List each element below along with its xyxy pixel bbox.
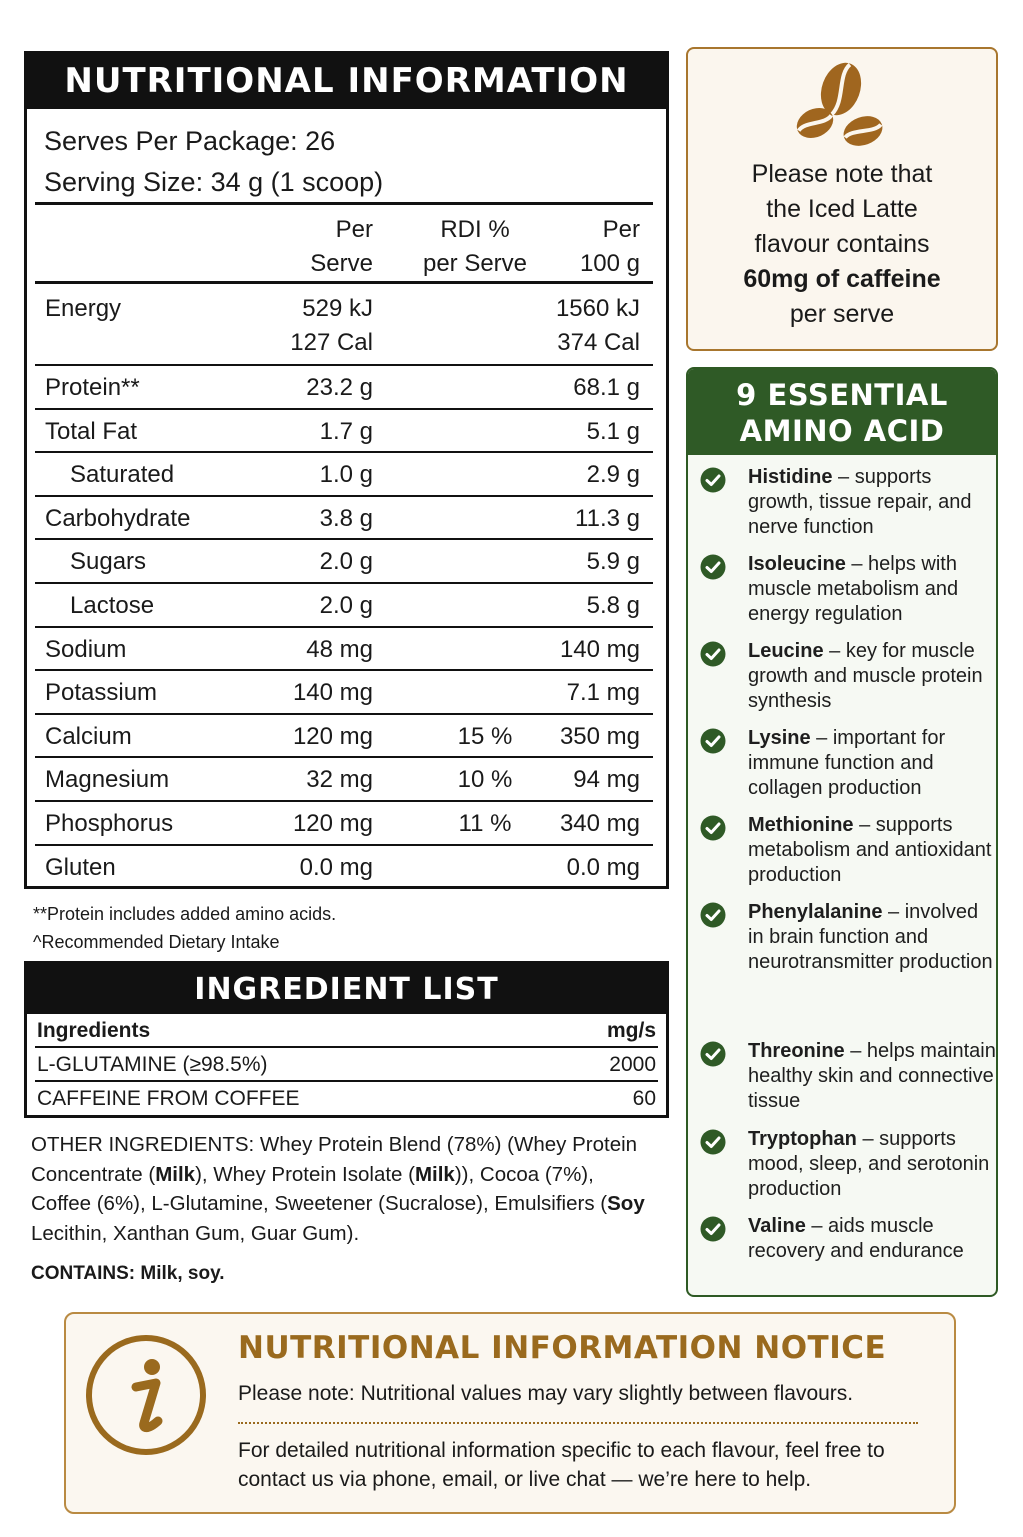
- ingredient-amount: 60: [632, 1087, 656, 1110]
- nutrient-name: Potassium: [45, 679, 158, 707]
- per-100g-value: 94 mg: [573, 766, 640, 794]
- nutrient-name: Phosphorus: [45, 809, 174, 837]
- ingredient-header-amount: mg/s: [606, 1019, 656, 1042]
- per-serve-value: 23.2 g: [306, 374, 373, 401]
- amino-acid-text: [748, 1127, 998, 1202]
- table-row: [35, 497, 653, 541]
- per-100g-value: 2.9 g: [586, 461, 640, 489]
- nutrient-name: Saturated: [70, 461, 175, 489]
- nutrient-name: Gluten: [45, 853, 116, 881]
- ingredient-amount: 2000: [609, 1053, 656, 1076]
- energy-label: Energy: [45, 295, 122, 322]
- amino-acid-name: Tryptophan: [748, 1128, 857, 1150]
- check-circle-icon: [700, 728, 726, 754]
- caffeine-note-text: Please note that the Iced Latte flavour contains 60mg of caffeine per serve: [743, 160, 941, 328]
- notice-line-2: For detailed nutritional information specific to each flavour, feel free to contact us via phone, email, or live chat — we’re here to help.: [238, 1439, 885, 1491]
- per-serve-value: 120 mg: [292, 809, 373, 837]
- allergen-contains: CONTAINS: Milk, soy.: [31, 1263, 225, 1284]
- amino-acid-panel: [686, 367, 998, 1297]
- amino-acid-text: [748, 552, 998, 627]
- amino-acid-text: [748, 813, 998, 888]
- per-100g-value: 350 mg: [559, 722, 640, 750]
- amino-acid-desc: – supports growth, tissue repair, and nerve function: [748, 466, 972, 538]
- amino-acid-desc: – helps maintain healthy skin and connective tissue: [748, 1040, 996, 1112]
- amino-acid-text: [748, 900, 998, 975]
- amino-acid-name: Leucine: [748, 640, 824, 662]
- amino-acid-desc: – key for muscle growth and muscle protein synthesis: [748, 640, 983, 712]
- header-per-100g: Per 100 g: [579, 216, 640, 277]
- ingredient-list-title: INGREDIENT LIST: [27, 964, 666, 1014]
- table-row: [35, 715, 653, 759]
- amino-acid-name: Histidine: [748, 466, 833, 488]
- amino-acid-text: [748, 465, 998, 540]
- table-row: [35, 628, 653, 672]
- caffeine-note: [686, 47, 998, 351]
- table-row: [35, 584, 653, 628]
- nutrient-name: Calcium: [45, 722, 132, 750]
- per-serve-value: 1.7 g: [319, 417, 373, 445]
- nutrition-panel: [24, 51, 669, 889]
- per-100g-value: 0.0 mg: [566, 853, 640, 881]
- check-circle-icon: [700, 467, 726, 493]
- check-circle-icon: [700, 902, 726, 928]
- per-serve-value: 2.0 g: [319, 591, 373, 619]
- nutrient-name: Sugars: [70, 548, 147, 576]
- per-serve-value: 48 mg: [306, 635, 373, 663]
- nutrient-name: Magnesium: [45, 766, 170, 794]
- table-row: [35, 802, 653, 846]
- per-100g-value: 11.3 g: [575, 504, 640, 532]
- amino-acid-name: Methionine: [748, 814, 854, 836]
- other-ingredients: OTHER INGREDIENTS: Whey Protein Blend (78%) (Whey Protein Concentrate (Milk), Whey Protein Isolate (Milk)), Cocoa (7%), Coffee (6%), L-Glutamine, Sweetener (Sucralose), Emulsifiers (Soy Lecithin, Xanthan Gum, Guar Gum).: [31, 1133, 645, 1245]
- per-serve-value: 1.0 g: [319, 461, 373, 489]
- amino-acid-desc: – supports mood, sleep, and serotonin production: [748, 1128, 990, 1200]
- notice-line-1: Please note: Nutritional values may vary slightly between flavours.: [238, 1382, 854, 1405]
- nutrient-name: Sodium: [45, 635, 127, 663]
- nutrition-title: NUTRITIONAL INFORMATION: [27, 54, 666, 109]
- per-serve-value: 2.0 g: [319, 548, 373, 576]
- amino-acid-desc: – important for immune function and collagen production: [748, 727, 946, 799]
- caffeine-amount: 60mg of caffeine: [743, 265, 941, 293]
- rdi-value: 11 %: [458, 809, 512, 837]
- energy-per-serve: 529 kJ 127 Cal: [290, 295, 373, 356]
- ingredient-row: [35, 1082, 658, 1116]
- table-row: [35, 453, 653, 497]
- info-icon: [84, 1333, 208, 1457]
- per-100g-value: 68.1 g: [573, 374, 640, 401]
- per-100g-value: 5.8 g: [586, 591, 640, 619]
- per-100g-value: 340 mg: [559, 809, 640, 837]
- amino-acid-text: [748, 639, 998, 714]
- check-circle-icon: [700, 641, 726, 667]
- check-circle-icon: [700, 1129, 726, 1155]
- amino-acid-desc: – aids muscle recovery and endurance: [748, 1215, 964, 1262]
- per-serve-value: 120 mg: [292, 722, 373, 750]
- amino-acid-title: 9 ESSENTIAL AMINO ACID: [688, 369, 996, 455]
- table-row: [35, 846, 653, 890]
- ingredient-list-panel: [24, 961, 669, 1118]
- table-row-energy: [35, 284, 653, 366]
- amino-acid-desc: – helps with muscle metabolism and energy regulation: [748, 553, 959, 625]
- header-rdi: RDI % per Serve: [422, 216, 528, 277]
- ingredient-name: CAFFEINE FROM COFFEE: [37, 1087, 300, 1110]
- amino-acid-desc: – involved in brain function and neurotransmitter production: [748, 901, 993, 973]
- check-circle-icon: [700, 1041, 726, 1067]
- amino-acid-name: Phenylalanine: [748, 901, 883, 923]
- table-row: [35, 758, 653, 802]
- nutrient-name: Protein**: [45, 374, 140, 401]
- table-header: [35, 202, 653, 284]
- serving-size: Serving Size: 34 g (1 scoop): [44, 167, 384, 197]
- footnote-rdi: ^Recommended Dietary Intake: [33, 932, 280, 952]
- rdi-value: 10 %: [457, 766, 513, 794]
- ingredient-header-row: [35, 1014, 658, 1048]
- amino-acid-text: [748, 726, 998, 801]
- per-serve-value: 0.0 mg: [299, 853, 373, 881]
- check-circle-icon: [700, 554, 726, 580]
- ingredient-row: [35, 1048, 658, 1082]
- per-serve-value: 3.8 g: [319, 504, 373, 532]
- footnotes: [33, 900, 336, 956]
- nutrient-name: Total Fat: [45, 417, 138, 445]
- nutrient-name: Lactose: [70, 591, 155, 619]
- amino-acid-name: Lysine: [748, 727, 811, 749]
- per-100g-value: 7.1 mg: [566, 679, 640, 707]
- per-100g-value: 5.9 g: [586, 548, 640, 576]
- footnote-protein: **Protein includes added amino acids.: [33, 904, 337, 924]
- notice-divider: [238, 1422, 918, 1424]
- ingredient-name: L-GLUTAMINE (≥98.5%): [37, 1053, 268, 1076]
- amino-acid-name: Threonine: [748, 1040, 845, 1062]
- notice-title: NUTRITIONAL INFORMATION NOTICE: [238, 1330, 887, 1366]
- nutrition-table: [35, 202, 653, 889]
- nutrient-name: Carbohydrate: [45, 504, 191, 532]
- table-row: [35, 366, 653, 410]
- ingredient-header-name: Ingredients: [37, 1019, 151, 1042]
- table-row: [35, 671, 653, 715]
- check-circle-icon: [700, 1216, 726, 1242]
- nutrition-notice: [64, 1312, 956, 1514]
- rdi-value: 15 %: [457, 722, 513, 750]
- check-circle-icon: [700, 815, 726, 841]
- serving-info: [27, 109, 666, 203]
- amino-acid-name: Isoleucine: [748, 553, 846, 575]
- amino-acid-text: [748, 1039, 998, 1114]
- coffee-beans-icon: [793, 59, 893, 153]
- amino-acid-desc: – supports metabolism and antioxidant production: [748, 814, 992, 886]
- table-row: [35, 410, 653, 454]
- table-row: [35, 540, 653, 584]
- serves-per-package: Serves Per Package: 26: [44, 126, 336, 156]
- per-100g-value: 5.1 g: [586, 417, 640, 445]
- per-100g-value: 140 mg: [559, 635, 640, 663]
- energy-per-100g: 1560 kJ 374 Cal: [555, 295, 640, 356]
- amino-acid-text: [748, 1214, 998, 1264]
- per-serve-value: 140 mg: [292, 679, 373, 707]
- amino-acid-name: Valine: [748, 1215, 806, 1237]
- per-serve-value: 32 mg: [306, 766, 373, 794]
- header-per-serve: Per Serve: [310, 216, 373, 277]
